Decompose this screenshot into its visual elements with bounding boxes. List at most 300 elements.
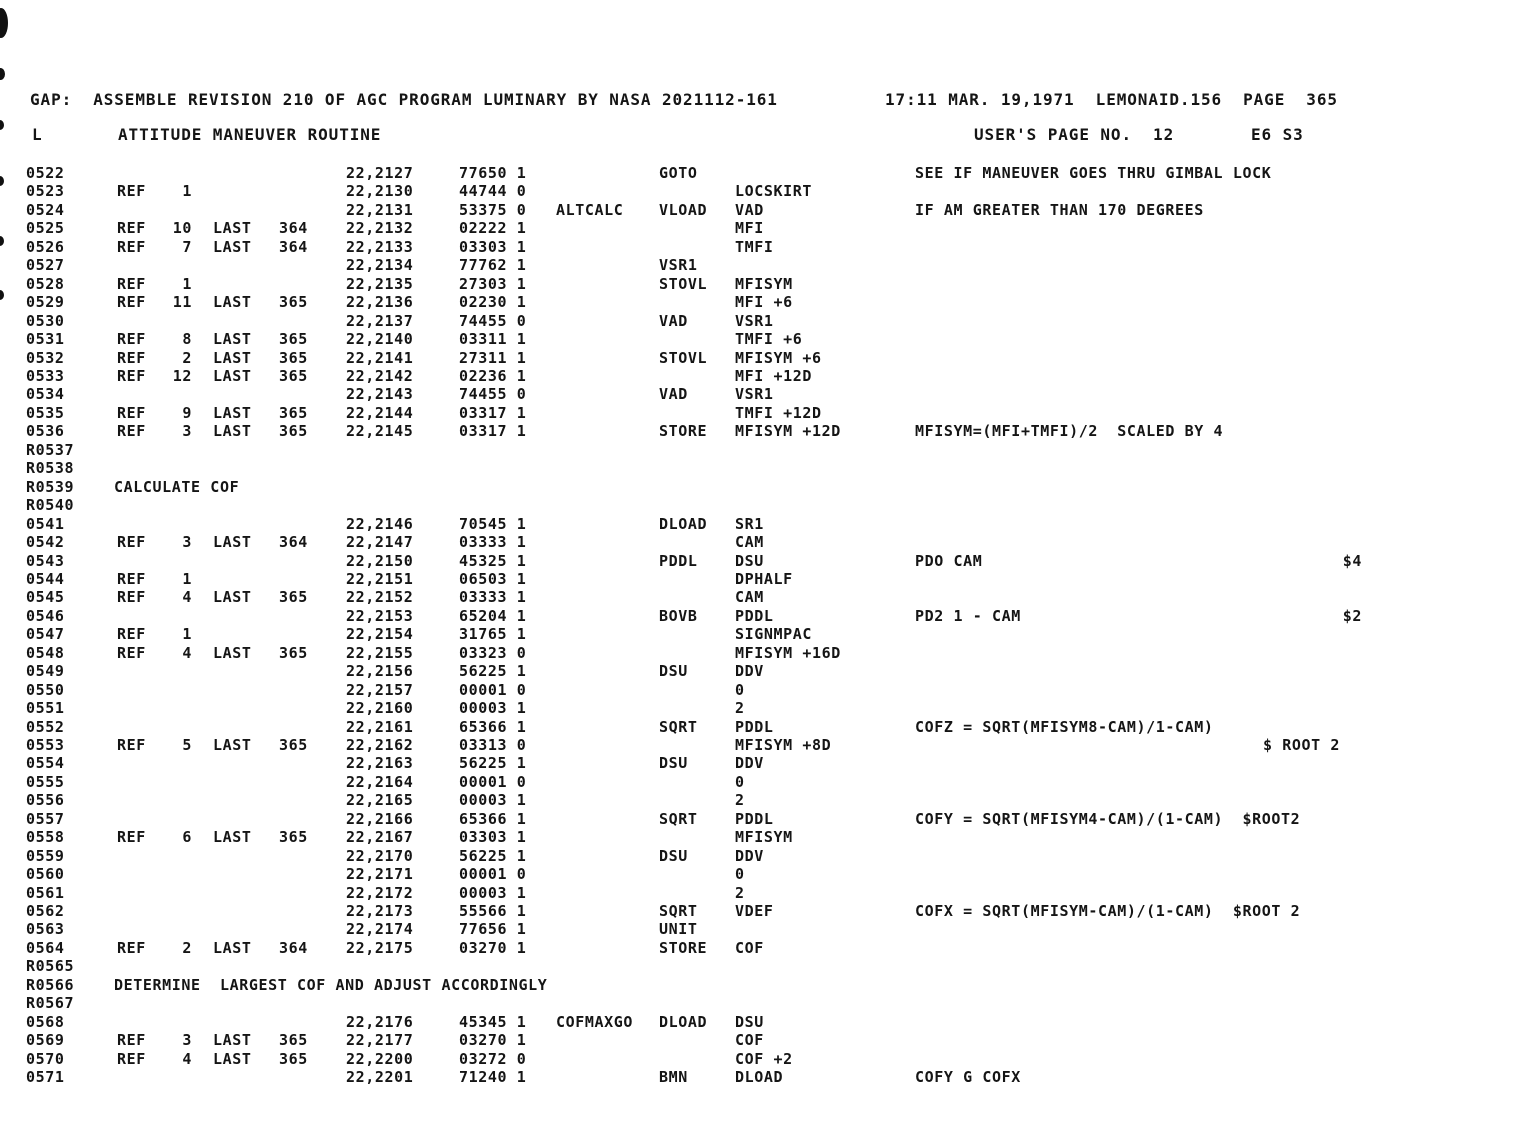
address: 22,2151 xyxy=(346,569,414,588)
ref-marker: REF xyxy=(117,348,146,367)
listing-row xyxy=(0,404,1536,422)
address: 22,2130 xyxy=(346,182,414,201)
ref-count: 1 xyxy=(182,625,192,644)
address: 22,2127 xyxy=(346,164,414,182)
listing-row xyxy=(0,256,1536,274)
last-page: 365 xyxy=(279,828,308,847)
octal-word: 03270 1 xyxy=(459,1031,527,1050)
line-number: 0524 xyxy=(26,200,65,219)
operand: DDV xyxy=(735,754,764,773)
line-number: 0526 xyxy=(26,237,65,256)
listing-row xyxy=(0,920,1536,938)
line-number: 0553 xyxy=(26,735,65,754)
last-page: 365 xyxy=(279,348,308,367)
octal-word: 77762 1 xyxy=(459,256,527,275)
last-page: 365 xyxy=(279,403,308,422)
last-marker: LAST xyxy=(213,643,252,662)
operand: VAD xyxy=(735,200,764,219)
ref-count: 4 xyxy=(182,588,192,607)
opcode: DLOAD xyxy=(659,1012,708,1031)
line-number: 0522 xyxy=(26,164,65,182)
address: 22,2147 xyxy=(346,533,414,551)
address: 22,2163 xyxy=(346,754,414,773)
listing-row xyxy=(0,238,1536,256)
operand: CAM xyxy=(735,588,764,607)
octal-word: 00003 1 xyxy=(459,791,527,810)
ref-marker: REF xyxy=(117,625,146,644)
address: 22,2161 xyxy=(346,717,414,736)
line-number: 0533 xyxy=(26,366,65,385)
address: 22,2170 xyxy=(346,846,414,865)
listing-row xyxy=(0,791,1536,809)
comment: COFX = SQRT(MFISYM-CAM)/(1-CAM) $ROOT 2 xyxy=(915,902,1301,920)
address: 22,2200 xyxy=(346,1049,414,1068)
address: 22,2152 xyxy=(346,588,414,607)
listing-row xyxy=(0,625,1536,643)
operand: COF +2 xyxy=(735,1049,793,1068)
ref-marker: REF xyxy=(117,1049,146,1068)
last-marker: LAST xyxy=(213,1031,252,1050)
ref-count: 4 xyxy=(182,1049,192,1068)
ref-marker: REF xyxy=(117,237,146,256)
listing-row xyxy=(0,865,1536,883)
operand: DSU xyxy=(735,1012,764,1031)
listing-row xyxy=(0,699,1536,717)
address: 22,2155 xyxy=(346,643,414,662)
last-marker: LAST xyxy=(213,348,252,367)
operand: DDV xyxy=(735,662,764,681)
ref-marker: REF xyxy=(117,1031,146,1050)
comment: MFISYM=(MFI+TMFI)/2 SCALED BY 4 xyxy=(915,422,1224,441)
last-marker: LAST xyxy=(213,366,252,385)
line-number: 0525 xyxy=(26,219,65,238)
operand: DSU xyxy=(735,551,764,570)
operand: 2 xyxy=(735,791,745,810)
operand: COF xyxy=(735,938,764,957)
last-marker: LAST xyxy=(213,422,252,441)
address: 22,2154 xyxy=(346,625,414,644)
octal-word: 00001 0 xyxy=(459,865,527,884)
address: 22,2134 xyxy=(346,256,414,275)
listing-row xyxy=(0,478,1536,496)
header-right: 17:11 MAR. 19,1971 LEMONAID.156 PAGE 365 xyxy=(885,90,1338,109)
operand: TMFI +12D xyxy=(735,403,822,422)
ref-marker: REF xyxy=(117,330,146,348)
listing-row xyxy=(0,939,1536,957)
last-marker: LAST xyxy=(213,237,252,256)
last-marker: LAST xyxy=(213,293,252,312)
opcode: STOVL xyxy=(659,274,708,293)
listing-row xyxy=(0,459,1536,477)
listing-row xyxy=(0,201,1536,219)
ref-marker: REF xyxy=(117,274,146,293)
octal-word: 03317 1 xyxy=(459,403,527,422)
right-annotation: $ ROOT 2 xyxy=(1262,735,1340,754)
line-number: R0540 xyxy=(26,496,75,515)
address: 22,2162 xyxy=(346,735,414,754)
operand: VSR1 xyxy=(735,311,774,330)
line-number: 0545 xyxy=(26,588,65,607)
address: 22,2157 xyxy=(346,680,414,699)
listing-row xyxy=(0,570,1536,588)
listing-row xyxy=(0,515,1536,533)
ref-count: 10 xyxy=(172,219,192,238)
listing-row xyxy=(0,1013,1536,1031)
line-number: 0548 xyxy=(26,643,65,662)
ref-marker: REF xyxy=(117,219,146,238)
operand: 2 xyxy=(735,883,745,902)
ref-count: 4 xyxy=(182,643,192,662)
line-number: 0534 xyxy=(26,385,65,404)
opcode: PDDL xyxy=(659,551,698,570)
line-number: 0530 xyxy=(26,311,65,330)
operand: MFISYM +6 xyxy=(735,348,822,367)
section-heading: CALCULATE COF xyxy=(114,477,240,496)
ref-count: 1 xyxy=(182,569,192,588)
operand: TMFI +6 xyxy=(735,330,803,348)
ref-count: 11 xyxy=(172,293,192,312)
operand: MFI +12D xyxy=(735,366,813,385)
line-number: 0531 xyxy=(26,330,65,348)
ref-marker: REF xyxy=(117,569,146,588)
line-number: 0528 xyxy=(26,274,65,293)
line-number: 0563 xyxy=(26,920,65,939)
line-number: 0529 xyxy=(26,293,65,312)
line-number: 0552 xyxy=(26,717,65,736)
header-line xyxy=(0,91,1536,109)
operand: MFISYM xyxy=(735,274,793,293)
operand: TMFI xyxy=(735,237,774,256)
ref-count: 1 xyxy=(182,182,192,201)
section-code: E6 S3 xyxy=(1251,125,1304,144)
listing-row xyxy=(0,275,1536,293)
last-marker: LAST xyxy=(213,330,252,348)
octal-word: 03311 1 xyxy=(459,330,527,348)
listing-row xyxy=(0,828,1536,846)
opcode: DSU xyxy=(659,846,688,865)
opcode: VSR1 xyxy=(659,256,698,275)
opcode: SQRT xyxy=(659,809,698,828)
operand: CAM xyxy=(735,533,764,551)
opcode: VLOAD xyxy=(659,200,708,219)
line-number: 0536 xyxy=(26,422,65,441)
octal-word: 56225 1 xyxy=(459,662,527,681)
listing-row xyxy=(0,293,1536,311)
symbol-label: COFMAXGO xyxy=(556,1012,634,1031)
listing-row xyxy=(0,976,1536,994)
last-page: 365 xyxy=(279,422,308,441)
line-number: 0547 xyxy=(26,625,65,644)
opcode: DSU xyxy=(659,662,688,681)
comment: SEE IF MANEUVER GOES THRU GIMBAL LOCK xyxy=(915,164,1272,182)
operand: COF xyxy=(735,1031,764,1050)
line-number: 0550 xyxy=(26,680,65,699)
last-marker: LAST xyxy=(213,533,252,551)
octal-word: 56225 1 xyxy=(459,846,527,865)
operand: PDDL xyxy=(735,606,774,625)
address: 22,2153 xyxy=(346,606,414,625)
address: 22,2140 xyxy=(346,330,414,348)
ref-marker: REF xyxy=(117,293,146,312)
address: 22,2150 xyxy=(346,551,414,570)
ref-count: 12 xyxy=(172,366,192,385)
operand: MFI xyxy=(735,219,764,238)
listing-row xyxy=(0,662,1536,680)
address: 22,2132 xyxy=(346,219,414,238)
line-number: 0541 xyxy=(26,514,65,533)
line-number: 0543 xyxy=(26,551,65,570)
listing-row xyxy=(0,312,1536,330)
symbol-label: ALTCALC xyxy=(556,200,624,219)
address: 22,2133 xyxy=(346,237,414,256)
punch-hole-mark xyxy=(0,68,5,80)
listing-row xyxy=(0,496,1536,514)
ref-marker: REF xyxy=(117,588,146,607)
listing-row xyxy=(0,773,1536,791)
ref-count: 8 xyxy=(182,330,192,348)
opcode: STORE xyxy=(659,422,708,441)
octal-word: 03317 1 xyxy=(459,422,527,441)
listing-row xyxy=(0,367,1536,385)
comment: IF AM GREATER THAN 170 DEGREES xyxy=(915,200,1204,219)
line-number: 0558 xyxy=(26,828,65,847)
octal-word: 53375 0 xyxy=(459,200,527,219)
operand: MFISYM xyxy=(735,828,793,847)
line-number: 0551 xyxy=(26,699,65,717)
line-number: 0562 xyxy=(26,902,65,920)
listing-row xyxy=(0,736,1536,754)
operand: PDDL xyxy=(735,717,774,736)
ref-count: 3 xyxy=(182,1031,192,1050)
octal-word: 03303 1 xyxy=(459,828,527,847)
line-number: 0570 xyxy=(26,1049,65,1068)
octal-word: 06503 1 xyxy=(459,569,527,588)
listing-row xyxy=(0,533,1536,551)
line-number: 0554 xyxy=(26,754,65,773)
last-marker: LAST xyxy=(213,403,252,422)
operand: DLOAD xyxy=(735,1068,784,1086)
address: 22,2160 xyxy=(346,699,414,717)
listing-row xyxy=(0,994,1536,1012)
octal-word: 74455 0 xyxy=(459,385,527,404)
listing-row xyxy=(0,884,1536,902)
line-number: 0549 xyxy=(26,662,65,681)
line-number: 0546 xyxy=(26,606,65,625)
octal-word: 00003 1 xyxy=(459,883,527,902)
octal-word: 45345 1 xyxy=(459,1012,527,1031)
address: 22,2175 xyxy=(346,938,414,957)
opcode: DLOAD xyxy=(659,514,708,533)
octal-word: 55566 1 xyxy=(459,902,527,920)
address: 22,2143 xyxy=(346,385,414,404)
octal-word: 65204 1 xyxy=(459,606,527,625)
octal-word: 71240 1 xyxy=(459,1068,527,1086)
listing-row xyxy=(0,385,1536,403)
opcode: VAD xyxy=(659,311,688,330)
address: 22,2137 xyxy=(346,311,414,330)
operand: SR1 xyxy=(735,514,764,533)
address: 22,2171 xyxy=(346,865,414,884)
ref-count: 2 xyxy=(182,938,192,957)
listing-row xyxy=(0,219,1536,237)
ref-marker: REF xyxy=(117,643,146,662)
last-marker: LAST xyxy=(213,588,252,607)
line-number: 0535 xyxy=(26,403,65,422)
opcode: STOVL xyxy=(659,348,708,367)
octal-word: 02230 1 xyxy=(459,293,527,312)
octal-word: 00003 1 xyxy=(459,699,527,717)
opcode: SQRT xyxy=(659,902,698,920)
operand: 0 xyxy=(735,865,745,884)
octal-word: 70545 1 xyxy=(459,514,527,533)
routine-title: ATTITUDE MANEUVER ROUTINE xyxy=(118,125,382,144)
octal-word: 74455 0 xyxy=(459,311,527,330)
line-number: 0568 xyxy=(26,1012,65,1031)
octal-word: 03323 0 xyxy=(459,643,527,662)
last-page: 365 xyxy=(279,588,308,607)
address: 22,2144 xyxy=(346,403,414,422)
listing-row xyxy=(0,330,1536,348)
listing-row xyxy=(0,607,1536,625)
line-number: 0523 xyxy=(26,182,65,201)
opcode: DSU xyxy=(659,754,688,773)
address: 22,2131 xyxy=(346,200,414,219)
address: 22,2172 xyxy=(346,883,414,902)
ref-marker: REF xyxy=(117,366,146,385)
address: 22,2146 xyxy=(346,514,414,533)
address: 22,2165 xyxy=(346,791,414,810)
last-page: 365 xyxy=(279,643,308,662)
octal-word: 27303 1 xyxy=(459,274,527,293)
operand: DDV xyxy=(735,846,764,865)
address: 22,2164 xyxy=(346,772,414,791)
listing-row xyxy=(0,552,1536,570)
user-page-number: USER'S PAGE NO. 12 xyxy=(974,125,1175,144)
listing-row xyxy=(0,422,1536,440)
address: 22,2141 xyxy=(346,348,414,367)
operand: 0 xyxy=(735,680,745,699)
listing-row xyxy=(0,718,1536,736)
listing-type: L xyxy=(32,125,43,144)
last-marker: LAST xyxy=(213,735,252,754)
line-number: R0566 xyxy=(26,975,75,994)
ref-count: 1 xyxy=(182,274,192,293)
octal-word: 45325 1 xyxy=(459,551,527,570)
octal-word: 77656 1 xyxy=(459,920,527,939)
line-number: 0564 xyxy=(26,938,65,957)
address: 22,2167 xyxy=(346,828,414,847)
address: 22,2142 xyxy=(346,366,414,385)
last-marker: LAST xyxy=(213,938,252,957)
ref-marker: REF xyxy=(117,938,146,957)
listing-row xyxy=(0,644,1536,662)
listing-row xyxy=(0,164,1536,182)
octal-word: 27311 1 xyxy=(459,348,527,367)
subheader-line xyxy=(0,126,1536,144)
operand: PDDL xyxy=(735,809,774,828)
address: 22,2173 xyxy=(346,902,414,920)
comment: PD2 1 - CAM xyxy=(915,606,1021,625)
line-number: R0537 xyxy=(26,440,75,459)
line-number: 0571 xyxy=(26,1068,65,1086)
octal-word: 03333 1 xyxy=(459,588,527,607)
operand: MFISYM +8D xyxy=(735,735,832,754)
octal-word: 65366 1 xyxy=(459,717,527,736)
listing-row xyxy=(0,588,1536,606)
last-page: 365 xyxy=(279,293,308,312)
last-marker: LAST xyxy=(213,828,252,847)
octal-word: 31765 1 xyxy=(459,625,527,644)
listing-row xyxy=(0,754,1536,772)
operand: MFISYM +12D xyxy=(735,422,841,441)
ref-count: 5 xyxy=(182,735,192,754)
address: 22,2166 xyxy=(346,809,414,828)
line-number: 0544 xyxy=(26,569,65,588)
last-page: 365 xyxy=(279,330,308,348)
ref-marker: REF xyxy=(117,828,146,847)
opcode: BMN xyxy=(659,1068,688,1086)
listing-row xyxy=(0,182,1536,200)
opcode: SQRT xyxy=(659,717,698,736)
octal-word: 00001 0 xyxy=(459,680,527,699)
operand: VDEF xyxy=(735,902,774,920)
address: 22,2145 xyxy=(346,422,414,441)
operand: VSR1 xyxy=(735,385,774,404)
ref-marker: REF xyxy=(117,533,146,551)
octal-word: 03333 1 xyxy=(459,533,527,551)
ref-count: 9 xyxy=(182,403,192,422)
operand: 2 xyxy=(735,699,745,717)
listing-row xyxy=(0,1031,1536,1049)
comment: COFY G COFX xyxy=(915,1068,1021,1086)
line-number: 0532 xyxy=(26,348,65,367)
address: 22,2156 xyxy=(346,662,414,681)
listing-row xyxy=(0,441,1536,459)
line-number: 0542 xyxy=(26,533,65,551)
ref-count: 3 xyxy=(182,533,192,551)
address: 22,2136 xyxy=(346,293,414,312)
octal-word: 65366 1 xyxy=(459,809,527,828)
line-number: R0567 xyxy=(26,994,75,1013)
listing-row xyxy=(0,1068,1536,1086)
address: 22,2135 xyxy=(346,274,414,293)
ref-count: 3 xyxy=(182,422,192,441)
octal-word: 03313 0 xyxy=(459,735,527,754)
octal-word: 03303 1 xyxy=(459,237,527,256)
header-left: GAP: ASSEMBLE REVISION 210 OF AGC PROGRAM LUMINARY BY NASA 2021112-161 xyxy=(30,90,778,109)
octal-word: 02236 1 xyxy=(459,366,527,385)
opcode: GOTO xyxy=(659,164,698,182)
operand: 0 xyxy=(735,772,745,791)
last-page: 364 xyxy=(279,219,308,238)
last-page: 364 xyxy=(279,237,308,256)
address: 22,2201 xyxy=(346,1068,414,1086)
operand: DPHALF xyxy=(735,569,793,588)
octal-word: 00001 0 xyxy=(459,772,527,791)
address: 22,2176 xyxy=(346,1012,414,1031)
last-page: 365 xyxy=(279,1049,308,1068)
octal-word: 03272 0 xyxy=(459,1049,527,1068)
right-annotation: $4 xyxy=(1342,551,1362,570)
opcode: STORE xyxy=(659,938,708,957)
operand: MFISYM +16D xyxy=(735,643,841,662)
line-number: R0565 xyxy=(26,957,75,976)
line-number: 0527 xyxy=(26,256,65,275)
last-marker: LAST xyxy=(213,219,252,238)
listing-row xyxy=(0,1050,1536,1068)
listing-row xyxy=(0,681,1536,699)
comment: COFZ = SQRT(MFISYM8-CAM)/1-CAM) xyxy=(915,717,1214,736)
